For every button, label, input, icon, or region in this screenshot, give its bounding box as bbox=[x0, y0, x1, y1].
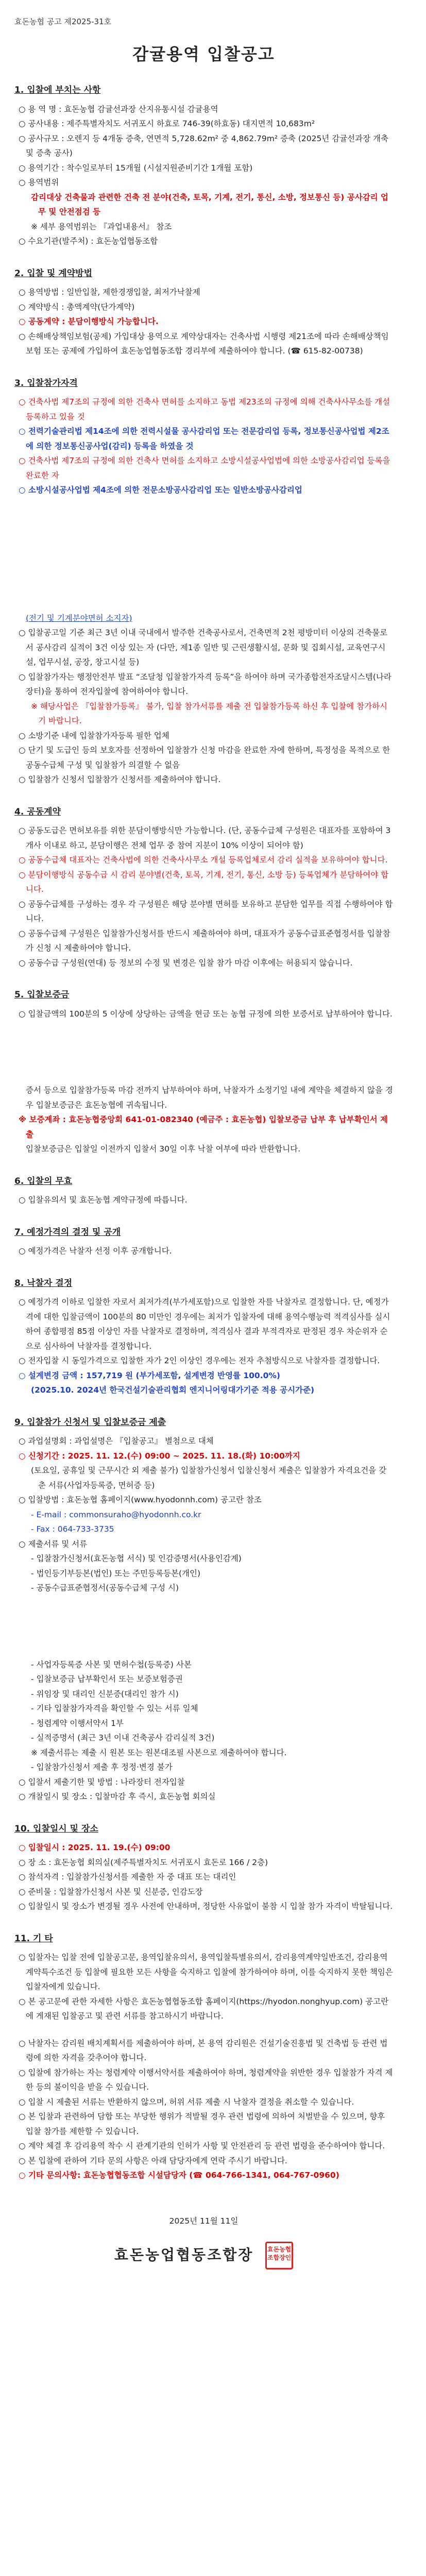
s11-line: ○ 본 입찰에 관하여 기타 문의 사항은 아래 담당자에게 연락 주시기 바랍니다. bbox=[19, 2156, 287, 2165]
s9-line: ○ 제출서류 및 서류 bbox=[19, 1539, 88, 1549]
s3-note: (전기 및 기계분야면허 소지자) bbox=[26, 613, 132, 623]
s4-line-red: ○ 공동수급체 대표자는 건축사법에 의한 건축사사무소 개설 등록업체로서 감리 실적을 보유하여야 합니다. bbox=[19, 855, 388, 865]
s1-line: ○ 용 역 명 : 효돈농협 감귤선과장 산지유통시설 감귤용역 bbox=[19, 104, 218, 114]
official-seal-icon: 효돈농협조합장인 bbox=[265, 2242, 293, 2269]
section-4-heading: 4. 공동계약 bbox=[14, 806, 61, 817]
s9-line-red: ○ 신청기간 : 2025. 11. 12.(수) 09:00 ~ 2025. 11. 18.(화) 10:00까지 bbox=[19, 1451, 300, 1461]
s11-line: ○ 입찰 시 제출된 서류는 반환하지 않으며, 허위 서류 제출 시 낙찰자 결정을 취소할 수 있습니다. bbox=[19, 2097, 354, 2107]
issuer-label: 효돈농업협동조합장 bbox=[114, 2246, 254, 2263]
s6-line: ○ 입찰유의서 및 효돈농협 계약규정에 따릅니다. bbox=[19, 1195, 188, 1205]
s9-line: - 입찰참가신청서(효돈농협 서식) 및 인감증명서(사용인감계) bbox=[31, 1554, 242, 1563]
s4-line: ○ 공동수급체를 구성하는 경우 각 구성원은 해당 분야별 면허를 보유하고 분담한 업무를 직접 수행하여야 합니다. bbox=[19, 899, 393, 923]
blank-space bbox=[14, 498, 393, 611]
s1-line: ○ 공사규모 : 오렌지 등 4개동 증축, 연면적 5,728.62m² 중 4,862.79m² 증축 (2025년 감귤선과장 개축 및 증축 공사) bbox=[19, 133, 388, 158]
blank-space bbox=[14, 1596, 393, 1657]
document-page bbox=[0, 14, 426, 2269]
s5-line: 입찰보증금은 입찰일 이전까지 입찰서 30일 이후 낙찰 여부에 따라 반환합니다. bbox=[26, 1144, 301, 1154]
s11-line: ○ 계약 체결 후 감리용역 착수 시 관계기관의 인허가 사항 및 안전관리 등 관련 법령을 준수하여야 합니다. bbox=[19, 2141, 385, 2150]
s9-line: - 입찰보증금 납부확인서 또는 보증보험증권 bbox=[31, 1674, 183, 1684]
s1-line: ○ 용역범위 bbox=[19, 178, 59, 187]
blank-space bbox=[14, 1021, 393, 1083]
s11-line: ○ 낙찰자는 감리원 배치계획서를 제출하여야 하며, 본 용역 감리원은 건설기술진흥법 및 건축법 등 관련 법령에 의한 자격을 갖추어야 합니다. bbox=[19, 2038, 388, 2062]
s2-line: ○ 손해배상책임보험(공제) 가입대상 용역으로 계약상대자는 건축사법 시행령 제21조에 따라 손해배상책임보험 또는 공제에 가입하여 효돈농업협동조합 경리부에 제출하여야 합니다. (☎ 615-82-00738) bbox=[19, 331, 389, 355]
s9-line: - 공동수급표준협정서(공동수급체 구성 시) bbox=[31, 1583, 179, 1592]
s3-line-blue: ○ 소방시설공사업법 제4조에 의한 전문소방공사감리업 또는 일반소방공사감리업 bbox=[19, 485, 302, 495]
s2-line: ○ 계약방식 : 총액계약(단가계약) bbox=[19, 302, 135, 312]
s9-line: - 청렴계약 이행서약서 1부 bbox=[31, 1718, 124, 1728]
s3-line: ○ 단기 및 도급인 등의 보호자를 선정하여 입찰참가 신청 마감을 완료한 자에 한하며, 특정성을 목적으로 한 공동수급체 구성 및 입찰참가 의결할 수 없음 bbox=[19, 745, 390, 770]
s11-line: ○ 본 입찰과 관련하여 담합 또는 부당한 행위가 적발될 경우 관련 법령에 의하여 처벌받을 수 있으며, 향후 입찰 참가를 제한할 수 있습니다. bbox=[19, 2112, 385, 2136]
s9-line: (토요일, 공휴일 및 근무시간 외 제출 불가) 입찰참가신청서 입찰신청서 제출은 입찰참가 자격요건을 갖춘 서류(사업자등록증, 면허증 등) bbox=[31, 1466, 387, 1490]
s4-line: ○ 공동도급은 면허보유를 위한 분담이행방식만 가능합니다. (단, 공동수급체 구성원은 대표자를 포함하여 3개사 이내로 하고, 분담이행은 전체 업무 중 참여 지분이 10% 이상이 되어야 함) bbox=[19, 826, 391, 850]
s4-line: ○ 공동수급체 구성원은 입찰참가신청서를 반드시 제출하여야 하며, 대표자가 공동수급표준협정서를 입찰참가 신청 시 제출하여야 합니다. bbox=[19, 928, 390, 953]
s9-line: - 기타 입찰참가자격을 확인할 수 있는 서류 일체 bbox=[31, 1704, 198, 1713]
s2-line: ○ 용역방법 : 일반입찰, 제한경쟁입찰, 최저가낙찰제 bbox=[19, 287, 200, 297]
s10-line: ○ 입찰일시 및 장소가 변경될 경우 사전에 안내하며, 정당한 사유없이 불참 시 입찰 참가 자격이 박탈됩니다. bbox=[19, 1902, 393, 1911]
section-3-heading: 3. 입찰참가자격 bbox=[14, 378, 78, 388]
s9-line: - 사업자등록증 사본 및 면허수첩(등록증) 사본 bbox=[31, 1659, 192, 1669]
s9-line: ○ 입찰서 제출기한 및 방법 : 나라장터 전자입찰 bbox=[19, 1777, 185, 1787]
section-11-heading: 11. 기 타 bbox=[14, 1933, 53, 1944]
s9-fax: - Fax : 064-733-3735 bbox=[31, 1524, 114, 1534]
s9-line: - 입찰참가신청서 제출 후 정정·변경 불가 bbox=[31, 1762, 173, 1772]
s10-line-red: ○ 입찰일시 : 2025. 11. 19.(수) 09:00 bbox=[19, 1843, 171, 1852]
s11-contact: ○ 기타 문의사항: 효돈농협협동조합 시설담당자 (☎ 064-766-1341, 064-767-0960) bbox=[19, 2171, 339, 2180]
s10-line: ○ 준비물 : 입찰참가신청서 사본 및 신분증, 인감도장 bbox=[19, 1887, 203, 1896]
s9-line: ○ 입찰방법 : 효돈농협 홈페이지(www.hyodonnh.com) 공고란 참조 bbox=[19, 1495, 262, 1504]
section-7-heading: 7. 예정가격의 결정 및 공개 bbox=[14, 1227, 121, 1238]
s1-line-highlight: 감리대상 건축물과 관련한 건축 전 분야(건축, 토목, 기계, 전기, 통신, 소방, 정보통신 등) 공사감리 업무 및 안전점검 등 bbox=[31, 192, 389, 216]
section-6-heading: 6. 입찰의 무효 bbox=[14, 1176, 73, 1187]
section-2-heading: 2. 입찰 및 계약방법 bbox=[14, 268, 92, 279]
s3-line: ○ 소방기준 내에 입찰참가자등록 필한 업체 bbox=[19, 731, 169, 740]
s1-line: ※ 세부 용역범위는 『과업내용서』 참조 bbox=[31, 222, 172, 231]
s3-line: ○ 입찰참가 신청서 입찰참가 신청서를 제출하여야 합니다. bbox=[19, 775, 221, 784]
s9-line: - 실적증명서 (최근 3년 이내 건축공사 감리실적 3건) bbox=[31, 1733, 215, 1742]
s3-line: ○ 입찰참가자는 행정안전부 발표 “조달청 입찰참가자격 등록”을 하여야 하며 국가종합전자조달시스템(나라장터)을 통하여 전자입찰에 참여하여야 합니다. bbox=[19, 672, 391, 696]
s8-line-blue: (2025.10. 2024년 한국건설기술관리협회 엔지니어링대가기준 적용 공시가준) bbox=[31, 1385, 315, 1395]
doc-number: 효돈농협 공고 제2025-31호 bbox=[14, 17, 112, 26]
section-8-heading: 8. 낙찰자 결정 bbox=[14, 1278, 73, 1289]
s7-line: ○ 예정가격은 낙찰자 선정 이후 공개합니다. bbox=[19, 1246, 172, 1256]
s10-line: ○ 참석자격 : 입찰참가신청서를 제출한 자 중 대표 또는 대리인 bbox=[19, 1872, 236, 1882]
s11-line: ○ 입찰자는 입찰 전에 입찰공고문, 용역입찰유의서, 용역입찰특별유의서, 감리용역계약일반조건, 감리용역계약특수조건 등 입찰에 필요한 모든 사항을 숙지하고 입찰에 참가하여야 하며, 이를 숙지하지 못한 책임은 입찰자에게 있습니다. bbox=[19, 1953, 393, 1991]
s4-line: ○ 공동수급 구성원(연대) 등 정보의 수정 및 변경은 입찰 참가 마감 이후에는 허용되지 않습니다. bbox=[19, 958, 353, 968]
blank-space bbox=[14, 2024, 393, 2036]
section-9-heading: 9. 입찰참가 신청서 및 입찰보증금 제출 bbox=[14, 1417, 166, 1428]
s1-line: ○ 수요기관(발주처) : 효돈농업협동조합 bbox=[19, 236, 158, 246]
s3-note-red: ※ 해당사업은 『입찰참가등록』 불가, 입찰 참가서류를 제출 전 입찰참가등록 하신 후 입찰에 참가하시기 바랍니다. bbox=[31, 701, 387, 725]
s8-line: ○ 전자입찰 시 동일가격으로 입찰한 자가 2인 이상인 경우에는 전자 추첨방식으로 낙찰자를 결정합니다. bbox=[19, 1356, 380, 1365]
s8-line: ○ 예정가격 이하로 입찰한 자로서 최저가격(부가세포함)으로 입찰한 자를 낙찰자로 결정합니다. 단, 예정가격에 대한 입찰금액이 100분의 80 미만인 경우에는 최저가 입찰자에 대해 용역수행능력 적격심사를 실시하여 종합평점 85점 이상인 자를 낙찰자로 결정하며, 적격심사 결과 부적격자로 판정된 경우 차순위자 순으로 심사하여 낙찰자를 결정합니다. bbox=[19, 1297, 390, 1351]
s9-line: - 위임장 및 대리인 신분증(대리인 참가 시) bbox=[31, 1689, 179, 1699]
s1-line: ○ 공사내용 : 제주특별자치도 서귀포시 하효로 746-39(하효동) 대지면적 10,683m² bbox=[19, 119, 315, 128]
s3-line-red: ○ 건축사법 제7조의 규정에 의한 건축사 면허를 소지하고 동법 제23조의 규정에 의해 건축사사무소를 개설등록하고 있을 것 bbox=[19, 397, 390, 421]
s9-line: ○ 개찰일시 및 장소 : 입찰마감 후 즉시, 효돈농협 회의실 bbox=[19, 1792, 216, 1801]
section-5-heading: 5. 입찰보증금 bbox=[14, 990, 70, 1000]
section-10-heading: 10. 입찰일시 및 장소 bbox=[14, 1823, 98, 1834]
s11-line: ○ 입찰에 참가하는 자는 청렴계약 이행서약서를 제출하여야 하며, 청렴계약을 위반한 경우 입찰참가 자격 제한 등의 불이익을 받을 수 있습니다. bbox=[19, 2067, 393, 2092]
section-1-heading: 1. 입찰에 부치는 사항 bbox=[14, 85, 101, 95]
s9-line: - 법인등기부등본(법인) 또는 주민등록등본(개인) bbox=[31, 1568, 201, 1578]
page-title: 감귤용역 입찰공고 bbox=[132, 44, 275, 64]
s9-email[interactable]: - E-mail : commonsuraho@hyodonnh.co.kr bbox=[31, 1510, 201, 1519]
issue-date: 2025년 11월 11일 bbox=[169, 2216, 238, 2226]
s5-line-red: ※ 보증계좌 : 효돈농협중앙회 641-01-082340 (예금주 : 효돈농협) 입찰보증금 납부 후 납부확인서 제출 bbox=[19, 1115, 388, 1139]
s2-line-highlight: ○ 공동계약 : 분담이행방식 가능합니다. bbox=[19, 317, 159, 326]
s10-line: ○ 장 소 : 효돈농협 회의실(제주특별자치도 서귀포시 효돈로 166 / 2층) bbox=[19, 1857, 268, 1867]
s8-line-blue: ○ 설계변경 금액 : 157,719 원 (부가세포함, 설계변경 반영률 100.0%) bbox=[19, 1370, 280, 1380]
s9-line: ○ 과업설명회 : 과업설명은 『입찰공고』 별첨으로 대체 bbox=[19, 1436, 214, 1446]
s4-line-red: ○ 분담이행방식 공동수급 시 감리 분야별(건축, 토목, 기계, 전기, 통신, 소방 등) 등록업체가 분담하여야 합니다. bbox=[19, 870, 389, 894]
s9-line: ※ 제출서류는 제출 시 원본 또는 원본대조필 사본으로 제출하여야 합니다. bbox=[31, 1748, 287, 1757]
s5-line: 증서 등으로 입찰참가등록 마감 전까지 납부하여야 하며, 낙찰자가 소정기일 내에 계약을 체결하지 않을 경우 입찰보증금은 효돈농협에 귀속됩니다. bbox=[26, 1086, 393, 1110]
s11-line: ○ 본 공고문에 관한 자세한 사항은 효돈농협협동조합 홈페이지(https://hyodon.nonghyup.com) 공고란에 게재된 입찰공고 및 관련 서류를 참고하시기 바랍니다. bbox=[19, 1996, 389, 2021]
s5-line: ○ 입찰금액의 100분의 5 이상에 상당하는 금액을 현금 또는 농협 규정에 의한 보증서로 납부하여야 합니다. bbox=[19, 1009, 393, 1019]
s3-line-blue: ○ 전력기술관리법 제14조에 의한 전력시설물 공사감리업 또는 전문감리업 등록, 정보통신공사업법 제2조에 의한 정보통신공사업(감리) 등록을 하였을 것 bbox=[19, 427, 389, 451]
issuer-name bbox=[14, 2242, 393, 2269]
s3-line: ○ 입찰공고일 기준 최근 3년 이내 국내에서 발주한 건축공사로서, 건축면적 2천 평방미터 이상의 건축물로서 공사감리 실적이 3건 이상 있는 자 (다만, 제1종 일반 및 근린생활시설, 문화 및 집회시설, 교육연구시설, 업무시설, 공장, 창고시설 등) bbox=[19, 628, 388, 667]
s3-line-red: ○ 건축사법 제7조의 규정에 의한 건축사 면허를 소지하고 소방시설공사업법에 의한 소방공사감리업 등록을 완료한 자 bbox=[19, 456, 390, 480]
s1-line: ○ 용역기간 : 착수일로부터 15개월 (시설지원준비기간 1개월 포함) bbox=[19, 163, 253, 173]
